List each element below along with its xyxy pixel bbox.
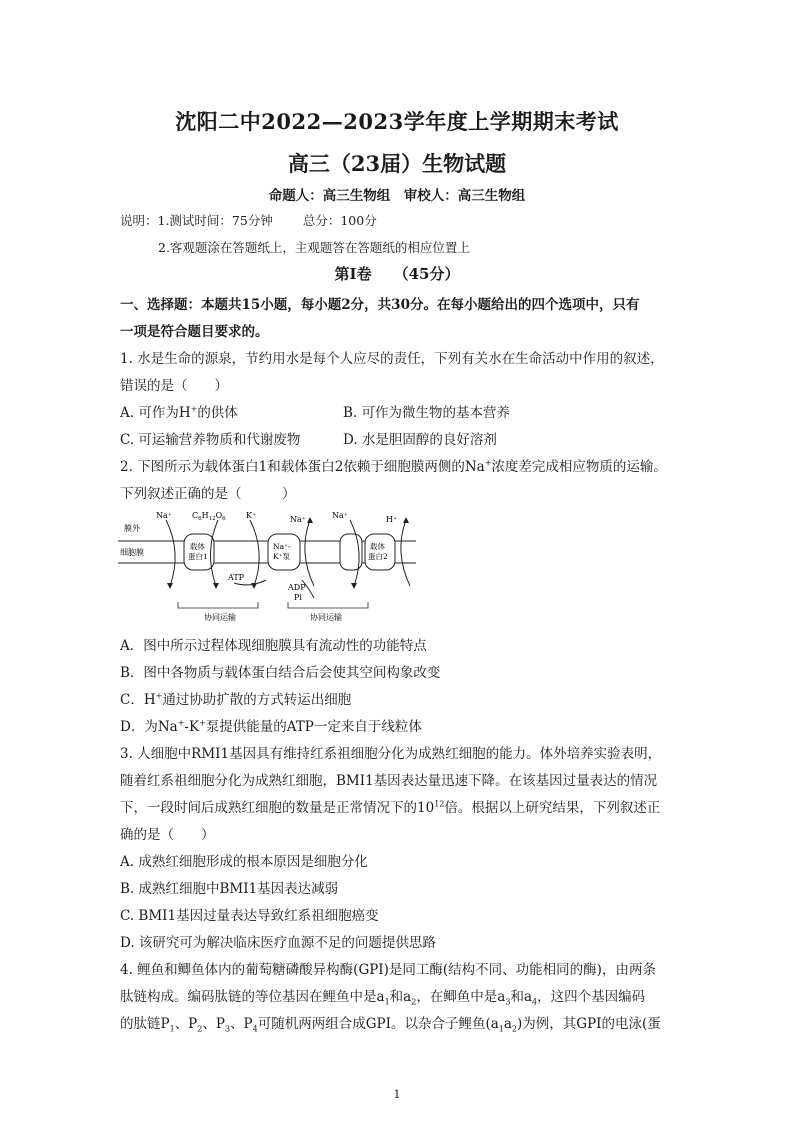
q1-option-a: A. 可作为H+的供体 (120, 404, 238, 421)
label-cotransport-1: 协同运输 (204, 613, 236, 622)
q3-option-d: D. 该研究可为解决临床医疗血源不足的问题提供思路 (120, 935, 436, 951)
q2-option-d: D．为Na+-K+泵提供能量的ATP一定来自于线粒体 (120, 718, 422, 735)
label-membrane: 细胞膜 (120, 548, 144, 557)
instructions-line-1: 一、选择题：本题共15小题，每小题2分，共30分。在每小题给出的四个选项中，只有 (120, 297, 640, 313)
q3-stem-line-2: 随着红系祖细胞分化为成熟红细胞，BMI1基因表达量迅速下降。在该基因过量表达的情况 (120, 773, 658, 789)
exam-note-answers: 2.客观题涂在答题纸上，主观题答在答题纸的相应位置上 (158, 240, 470, 255)
label-cotransport-2: 协同运输 (310, 613, 342, 622)
q4-stem-line-3: 的肽链$P_1$、$P_2$、$P_3$、$P_4$可随机两两组合成GPI。以杂合子鲤鱼$(a_1a_2)$为例，其GPI的电泳(蛋 (120, 1016, 661, 1034)
exam-title: 沈阳二中2022—2023学年度上学期期末考试 (175, 109, 619, 134)
q3-option-a: A. 成熟红细胞形成的根本原因是细胞分化 (120, 854, 368, 870)
q2-option-a: A．图中所示过程体现细胞膜具有流动性的功能特点 (120, 638, 427, 654)
page-number: 1 (393, 1088, 401, 1101)
q1-stem-line-2: 错误的是（ ） (120, 378, 228, 394)
label-na-3: Na⁺ (332, 511, 348, 520)
q4-stem-line-1: 4. 鲤鱼和鲫鱼体内的葡萄糖磷酸异构酶(GPI)是同工酶(结构不同、功能相同的酶)，由两条 (120, 962, 656, 978)
label-glucose: $C_6H_{12}O_6$ (192, 511, 226, 522)
label-h: H⁺ (386, 515, 398, 524)
exam-authors: 命题人：高三生物组 审校人：高三生物组 (268, 188, 526, 204)
q2-stem-line-2: 下列叙述正确的是（ ） (120, 486, 296, 502)
q3-stem-line-1: 3. 人细胞中RMI1基因具有维持红系祖细胞分化为成熟红细胞的能力。体外培养实验表明， (120, 746, 662, 762)
bracket-cotransport-1 (178, 602, 258, 608)
label-pi: Pi (294, 593, 302, 602)
pump-label-2: K⁺泵 (273, 552, 291, 561)
label-atp: ATP (228, 573, 245, 582)
label-adp: ADP (288, 583, 306, 592)
q1-option-b: B. 可作为微生物的基本营养 (343, 405, 511, 421)
instructions-line-2: 一项是符合题目要求的。 (120, 324, 269, 340)
label-outside: 膜外 (124, 524, 140, 533)
section-name: 第Ⅰ卷 (334, 265, 372, 283)
q2-option-c: C．H+通过协助扩散的方式转运出细胞 (120, 691, 352, 708)
q1-option-c: C. 可运输营养物质和代谢废物 (120, 432, 301, 448)
q1-option-d: D. 水是胆固醇的良好溶剂 (343, 432, 497, 448)
carrier2-label-1: 载体 (370, 542, 385, 551)
q3-option-b: B. 成熟红细胞中BMI1基因表达减弱 (120, 881, 339, 897)
membrane-transport-diagram (118, 508, 418, 626)
note-score: 总分：100分 (302, 213, 377, 228)
q4-stem-line-2: 肽链构成。编码肽链的等位基因在鲤鱼中是$a_1$和$a_2$，在鲫鱼中是$a_3$和$a_4$，这四个基因编码 (120, 989, 646, 1007)
exam-subtitle: 高三（23届）生物试题 (287, 151, 507, 176)
q2-option-b: B．图中各物质与载体蛋白结合后会使其空间构象改变 (120, 665, 441, 681)
bracket-cotransport-2 (288, 602, 368, 608)
carrier1-label-2: 蛋白1 (188, 552, 208, 561)
exam-note-time (120, 211, 377, 229)
carrier1-label-1: 载体 (190, 542, 205, 551)
label-k: K⁺ (246, 511, 257, 520)
section-score: （45分） (393, 265, 460, 283)
note-time: 说明：1.测试时间：75分钟 (120, 213, 273, 228)
q3-stem-line-3: 下，一段时间后成熟红细胞的数量是正常情况下的$10^{12}$倍。根据以上研究结果，下列叙述正 (120, 799, 661, 816)
label-na-2: Na⁺ (290, 515, 306, 524)
label-na-1: Na⁺ (156, 511, 172, 520)
q2-stem-line-1: 2. 下图所示为载体蛋白1和载体蛋白2依赖于细胞膜两侧的Na+浓度差完成相应物质的运输。 (120, 458, 667, 475)
q3-option-c: C. BMI1基因过量表达导致红系祖细胞癌变 (120, 908, 379, 924)
q1-stem-line-1: 1. 水是生命的源泉，节约用水是每个人应尽的责任，下列有关水在生命活动中作用的叙述， (120, 351, 664, 367)
pump-label-1: Na⁺- (273, 542, 291, 551)
carrier2-label-2: 蛋白2 (368, 552, 388, 561)
section-heading (0, 263, 794, 284)
q3-stem-line-4: 确的是（ ） (120, 827, 215, 843)
